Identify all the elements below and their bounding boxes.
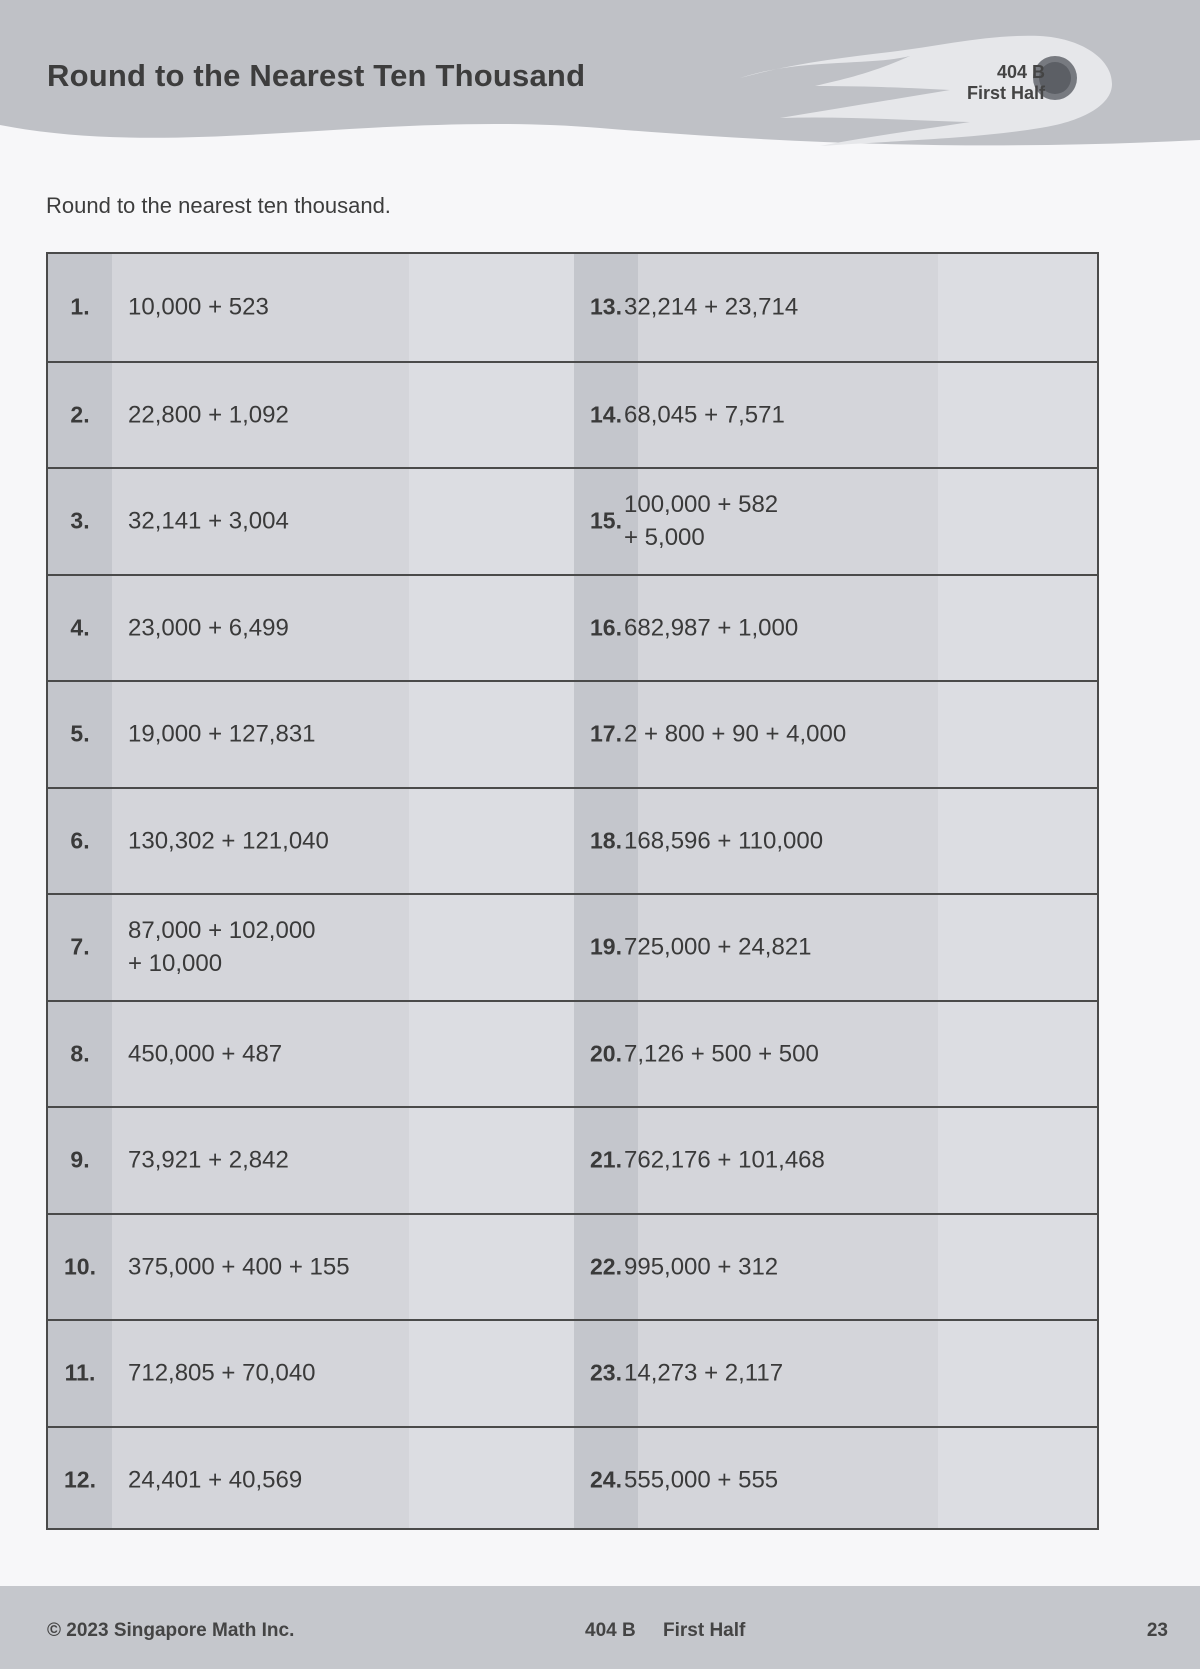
expression-line-1: 14,273 + 2,117 bbox=[624, 1359, 784, 1387]
problem-number: 21. bbox=[590, 1146, 622, 1173]
problem-number: 20. bbox=[590, 1040, 622, 1067]
problem-expression bbox=[624, 1250, 778, 1283]
table-row bbox=[48, 1000, 1097, 1107]
expression-line-2: + 5,000 bbox=[624, 524, 705, 552]
expression-line-1: 10,000 + 523 bbox=[128, 293, 269, 321]
problem-number: 9. bbox=[70, 1146, 90, 1173]
problem-expression bbox=[624, 398, 785, 431]
problem-number: 6. bbox=[70, 827, 90, 854]
problem-expression bbox=[128, 1250, 350, 1283]
problem-expression bbox=[128, 291, 269, 324]
expression-line-1: 32,141 + 3,004 bbox=[128, 507, 289, 535]
table-row bbox=[48, 1213, 1097, 1320]
expression-line-1: 712,805 + 70,040 bbox=[128, 1359, 316, 1387]
problem-number: 1. bbox=[70, 293, 90, 320]
problem-number: 11. bbox=[64, 1359, 96, 1386]
problem-expression bbox=[128, 824, 329, 857]
expression-line-2: + 10,000 bbox=[128, 950, 223, 978]
expression-line-1: 450,000 + 487 bbox=[128, 1040, 283, 1068]
problem-number: 14. bbox=[590, 401, 622, 428]
problem-expression bbox=[128, 1037, 282, 1070]
problem-expression bbox=[128, 611, 289, 644]
table-row bbox=[48, 1426, 1097, 1533]
table-row bbox=[48, 893, 1097, 1000]
table-row bbox=[48, 680, 1097, 787]
problem-number: 24. bbox=[590, 1466, 622, 1493]
problem-number: 16. bbox=[590, 614, 622, 641]
comet-badge-icon bbox=[720, 28, 1130, 158]
expression-line-1: 87,000 + 102,000 bbox=[128, 917, 316, 945]
expression-line-1: 725,000 + 24,821 bbox=[624, 933, 812, 961]
problem-expression bbox=[128, 505, 289, 538]
problem-number: 22. bbox=[590, 1253, 622, 1280]
expression-line-1: 32,214 + 23,714 bbox=[624, 293, 799, 321]
problem-expression bbox=[624, 1037, 819, 1070]
problem-number: 15. bbox=[590, 507, 622, 534]
expression-line-1: 555,000 + 555 bbox=[624, 1466, 779, 1494]
problem-expression bbox=[624, 1144, 825, 1177]
expression-line-1: 995,000 + 312 bbox=[624, 1253, 779, 1281]
expression-line-1: 23,000 + 6,499 bbox=[128, 614, 289, 642]
footer-book-part: First Half bbox=[663, 1620, 746, 1641]
page-number: 23 bbox=[1146, 1620, 1168, 1641]
problem-number: 3. bbox=[70, 507, 90, 534]
page-title: Round to the Nearest Ten Thousand bbox=[47, 58, 586, 93]
table-row bbox=[48, 1106, 1097, 1213]
problem-number: 17. bbox=[590, 720, 622, 747]
problem-table bbox=[46, 252, 1099, 1530]
problem-number: 19. bbox=[590, 933, 622, 960]
expression-line-1: 24,401 + 40,569 bbox=[128, 1466, 303, 1494]
header-book-part: First Half bbox=[966, 83, 1045, 103]
problem-number: 10. bbox=[64, 1253, 96, 1280]
problem-number: 5. bbox=[70, 720, 90, 747]
footer-book-code: 404 B bbox=[585, 1620, 636, 1641]
expression-line-1: 682,987 + 1,000 bbox=[624, 614, 799, 642]
problem-expression bbox=[624, 931, 812, 964]
table-row bbox=[48, 467, 1097, 574]
expression-line-1: 168,596 + 110,000 bbox=[624, 827, 824, 855]
problem-expression bbox=[128, 1463, 302, 1496]
problem-number: 18. bbox=[590, 827, 622, 854]
problem-number: 2. bbox=[70, 401, 90, 428]
expression-line-1: 22,800 + 1,092 bbox=[128, 401, 289, 429]
expression-line-1: 2 + 800 + 90 + 4,000 bbox=[624, 720, 847, 748]
problem-expression bbox=[624, 718, 846, 751]
problem-expression bbox=[128, 1144, 289, 1177]
expression-line-1: 130,302 + 121,040 bbox=[128, 827, 329, 855]
table-row bbox=[48, 1319, 1097, 1426]
table-row bbox=[48, 361, 1097, 468]
expression-line-1: 7,126 + 500 + 500 bbox=[624, 1040, 819, 1068]
problem-number: 7. bbox=[70, 933, 90, 960]
problem-number: 8. bbox=[70, 1040, 90, 1067]
table-row bbox=[48, 254, 1097, 361]
problem-expression bbox=[624, 824, 823, 857]
problem-expression bbox=[128, 914, 316, 980]
footer-copyright: © 2023 Singapore Math Inc. bbox=[47, 1620, 295, 1641]
problem-expression bbox=[624, 1463, 778, 1496]
expression-line-1: 375,000 + 400 + 155 bbox=[128, 1253, 350, 1281]
problem-number: 13. bbox=[590, 293, 622, 320]
problem-expression bbox=[624, 611, 798, 644]
expression-line-1: 762,176 + 101,468 bbox=[624, 1146, 825, 1174]
problem-number: 4. bbox=[70, 614, 90, 641]
problem-expression bbox=[128, 718, 316, 751]
problem-number: 23. bbox=[590, 1359, 622, 1386]
header-book-code: 404 B bbox=[996, 62, 1045, 82]
problem-number: 12. bbox=[64, 1466, 96, 1493]
table-row bbox=[48, 574, 1097, 681]
problem-expression bbox=[128, 1357, 316, 1390]
expression-line-1: 19,000 + 127,831 bbox=[128, 720, 316, 748]
expression-line-1: 68,045 + 7,571 bbox=[624, 401, 785, 429]
problem-expression bbox=[128, 398, 289, 431]
expression-line-1: 100,000 + 582 bbox=[624, 491, 779, 519]
table-row bbox=[48, 787, 1097, 894]
problem-expression bbox=[624, 1357, 783, 1390]
instruction-text: Round to the nearest ten thousand. bbox=[46, 193, 391, 218]
problem-expression bbox=[624, 291, 798, 324]
problem-expression bbox=[624, 488, 778, 554]
expression-line-1: 73,921 + 2,842 bbox=[128, 1146, 289, 1174]
